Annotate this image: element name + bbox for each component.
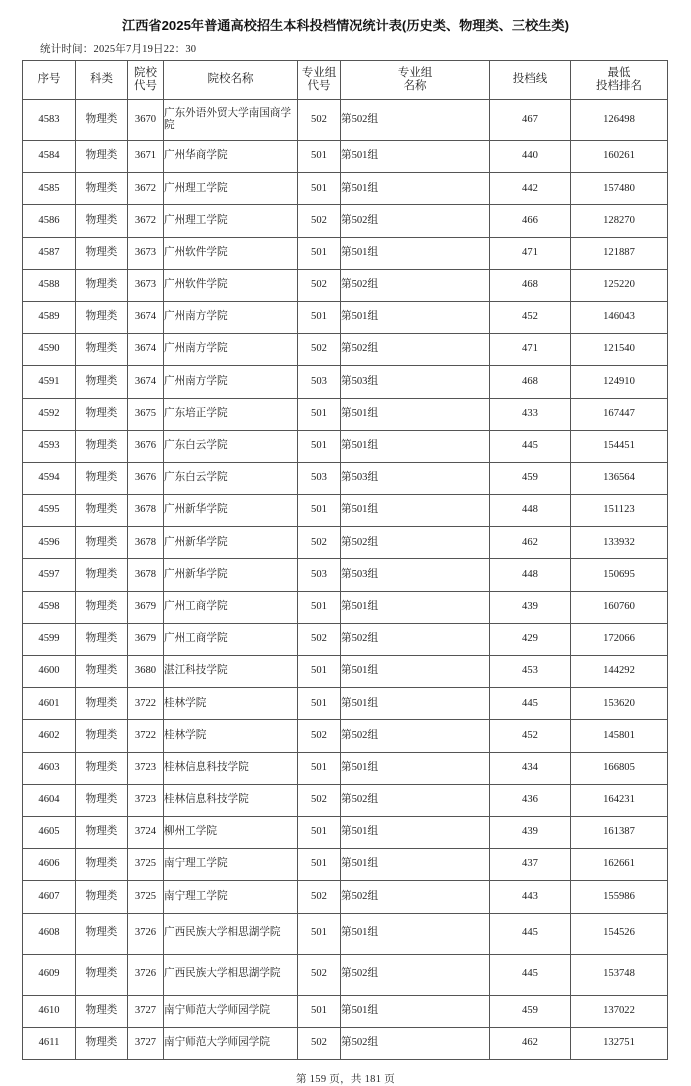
cell-school-name: 广州工商学院 — [164, 623, 298, 655]
cell-school-name: 广西民族大学相思湖学院 — [164, 954, 298, 995]
table-row — [23, 623, 668, 655]
cell-seq: 4604 — [23, 784, 76, 816]
cell-score-line: 452 — [490, 301, 571, 333]
cell-category: 物理类 — [76, 784, 128, 816]
cell-group-name: 第502组 — [341, 881, 490, 913]
cell-school-name: 广州新华学院 — [164, 495, 298, 527]
cell-school-name: 广州南方学院 — [164, 334, 298, 366]
cell-group-code: 501 — [298, 237, 341, 269]
cell-min-rank: 164231 — [571, 784, 668, 816]
cell-group-code: 503 — [298, 559, 341, 591]
cell-group-name: 第502组 — [341, 205, 490, 237]
cell-category: 物理类 — [76, 720, 128, 752]
cell-school-name: 广州理工学院 — [164, 205, 298, 237]
cell-school-code: 3725 — [128, 849, 164, 881]
column-header-group-code-line1: 专业组 — [301, 66, 337, 79]
cell-school-code: 3674 — [128, 301, 164, 333]
cell-seq: 4598 — [23, 591, 76, 623]
cell-category: 物理类 — [76, 816, 128, 848]
cell-group-name: 第502组 — [341, 334, 490, 366]
cell-school-code: 3725 — [128, 881, 164, 913]
cell-min-rank: 121540 — [571, 334, 668, 366]
cell-score-line: 439 — [490, 591, 571, 623]
cell-min-rank: 161387 — [571, 816, 668, 848]
cell-group-code: 502 — [298, 720, 341, 752]
cell-school-code: 3678 — [128, 495, 164, 527]
cell-score-line: 448 — [490, 559, 571, 591]
cell-group-name: 第501组 — [341, 656, 490, 688]
cell-category: 物理类 — [76, 1027, 128, 1059]
cell-school-name: 广州软件学院 — [164, 237, 298, 269]
cell-category: 物理类 — [76, 849, 128, 881]
cell-min-rank: 144292 — [571, 656, 668, 688]
table-row — [23, 269, 668, 301]
cell-group-code: 501 — [298, 849, 341, 881]
column-header-min-rank-line1: 最低 — [607, 66, 631, 79]
cell-group-name: 第501组 — [341, 237, 490, 269]
cell-school-code: 3676 — [128, 430, 164, 462]
cell-score-line: 436 — [490, 784, 571, 816]
cell-school-name: 广州南方学院 — [164, 366, 298, 398]
cell-group-name: 第502组 — [341, 954, 490, 995]
column-header-group-name — [341, 61, 490, 100]
cell-group-code: 502 — [298, 623, 341, 655]
cell-group-name: 第501组 — [341, 430, 490, 462]
table-row — [23, 173, 668, 205]
cell-score-line: 462 — [490, 527, 571, 559]
cell-group-code: 501 — [298, 301, 341, 333]
cell-school-code: 3723 — [128, 784, 164, 816]
cell-school-code: 3674 — [128, 334, 164, 366]
cell-category: 物理类 — [76, 752, 128, 784]
cell-seq: 4583 — [23, 100, 76, 141]
cell-min-rank: 160760 — [571, 591, 668, 623]
cell-group-name: 第501组 — [341, 301, 490, 333]
cell-group-name: 第501组 — [341, 995, 490, 1027]
table-row — [23, 784, 668, 816]
cell-group-code: 502 — [298, 527, 341, 559]
cell-group-code: 502 — [298, 269, 341, 301]
cell-score-line: 429 — [490, 623, 571, 655]
page-footer: 第 159 页，共 181 页 — [296, 1073, 395, 1085]
cell-category: 物理类 — [76, 301, 128, 333]
cell-school-name: 广东培正学院 — [164, 398, 298, 430]
cell-group-code: 501 — [298, 591, 341, 623]
cell-group-code: 501 — [298, 656, 341, 688]
table-row — [23, 752, 668, 784]
cell-group-name: 第502组 — [341, 1027, 490, 1059]
cell-min-rank: 153620 — [571, 688, 668, 720]
cell-seq: 4600 — [23, 656, 76, 688]
cell-group-code: 501 — [298, 752, 341, 784]
cell-score-line: 471 — [490, 334, 571, 366]
cell-score-line: 433 — [490, 398, 571, 430]
cell-school-code: 3674 — [128, 366, 164, 398]
cell-school-name: 广州软件学院 — [164, 269, 298, 301]
cell-group-name: 第501组 — [341, 398, 490, 430]
cell-seq: 4592 — [23, 398, 76, 430]
cell-group-code: 501 — [298, 495, 341, 527]
cell-seq: 4595 — [23, 495, 76, 527]
cell-school-code: 3676 — [128, 462, 164, 494]
cell-score-line: 452 — [490, 720, 571, 752]
cell-score-line: 466 — [490, 205, 571, 237]
column-header-group-name-line2: 名称 — [403, 80, 427, 92]
cell-group-name: 第503组 — [341, 462, 490, 494]
column-header-school-code — [128, 61, 164, 100]
table-row — [23, 100, 668, 141]
admission-table — [22, 60, 668, 1060]
cell-school-name: 广东外语外贸大学南国商学院 — [164, 100, 298, 141]
cell-category: 物理类 — [76, 366, 128, 398]
cell-seq: 4597 — [23, 559, 76, 591]
column-header-school-name: 院校名称 — [164, 61, 298, 100]
cell-min-rank: 125220 — [571, 269, 668, 301]
cell-seq: 4605 — [23, 816, 76, 848]
cell-school-name: 广州新华学院 — [164, 559, 298, 591]
cell-group-name: 第503组 — [341, 366, 490, 398]
table-row — [23, 656, 668, 688]
cell-seq: 4599 — [23, 623, 76, 655]
cell-school-code: 3680 — [128, 656, 164, 688]
cell-seq: 4608 — [23, 913, 76, 954]
column-header-category: 科类 — [76, 61, 128, 100]
cell-school-code: 3726 — [128, 954, 164, 995]
cell-category: 物理类 — [76, 527, 128, 559]
cell-group-name: 第501组 — [341, 141, 490, 173]
cell-school-name: 广东白云学院 — [164, 430, 298, 462]
table-row — [23, 462, 668, 494]
cell-school-name: 广西民族大学相思湖学院 — [164, 913, 298, 954]
cell-category: 物理类 — [76, 430, 128, 462]
cell-score-line: 445 — [490, 913, 571, 954]
cell-category: 物理类 — [76, 495, 128, 527]
cell-group-code: 501 — [298, 398, 341, 430]
cell-score-line: 442 — [490, 173, 571, 205]
column-header-group-name-line1: 专业组 — [397, 66, 433, 79]
admission-table-container — [22, 60, 667, 1060]
cell-category: 物理类 — [76, 173, 128, 205]
cell-min-rank: 160261 — [571, 141, 668, 173]
cell-school-code: 3722 — [128, 720, 164, 752]
cell-school-name: 南宁理工学院 — [164, 849, 298, 881]
cell-category: 物理类 — [76, 623, 128, 655]
table-row — [23, 141, 668, 173]
cell-school-code: 3727 — [128, 1027, 164, 1059]
cell-min-rank: 167447 — [571, 398, 668, 430]
cell-score-line: 468 — [490, 269, 571, 301]
cell-score-line: 448 — [490, 495, 571, 527]
cell-seq: 4594 — [23, 462, 76, 494]
cell-school-name: 桂林信息科技学院 — [164, 784, 298, 816]
cell-min-rank: 137022 — [571, 995, 668, 1027]
cell-group-code: 501 — [298, 995, 341, 1027]
cell-category: 物理类 — [76, 881, 128, 913]
cell-min-rank: 157480 — [571, 173, 668, 205]
column-header-min-rank-line2: 投档排名 — [596, 80, 642, 92]
cell-score-line: 462 — [490, 1027, 571, 1059]
cell-seq: 4610 — [23, 995, 76, 1027]
table-row — [23, 591, 668, 623]
cell-category: 物理类 — [76, 688, 128, 720]
cell-school-code: 3723 — [128, 752, 164, 784]
cell-school-code: 3722 — [128, 688, 164, 720]
cell-seq: 4588 — [23, 269, 76, 301]
column-header-school-code-line1: 院校 — [134, 66, 157, 79]
cell-group-name: 第502组 — [341, 720, 490, 752]
cell-school-name: 广州新华学院 — [164, 527, 298, 559]
cell-seq: 4606 — [23, 849, 76, 881]
cell-min-rank: 150695 — [571, 559, 668, 591]
cell-score-line: 443 — [490, 881, 571, 913]
table-row — [23, 301, 668, 333]
cell-category: 物理类 — [76, 334, 128, 366]
cell-school-name: 广州工商学院 — [164, 591, 298, 623]
cell-min-rank: 121887 — [571, 237, 668, 269]
cell-group-code: 501 — [298, 688, 341, 720]
cell-school-name: 广州理工学院 — [164, 173, 298, 205]
table-row — [23, 366, 668, 398]
table-row — [23, 559, 668, 591]
cell-group-code: 501 — [298, 173, 341, 205]
cell-score-line: 459 — [490, 995, 571, 1027]
cell-group-name: 第501组 — [341, 816, 490, 848]
cell-school-name: 桂林学院 — [164, 720, 298, 752]
cell-score-line: 459 — [490, 462, 571, 494]
column-header-min-rank — [571, 61, 668, 100]
cell-score-line: 467 — [490, 100, 571, 141]
cell-group-name: 第502组 — [341, 527, 490, 559]
cell-seq: 4589 — [23, 301, 76, 333]
cell-school-code: 3672 — [128, 205, 164, 237]
table-row — [23, 913, 668, 954]
cell-group-name: 第503组 — [341, 559, 490, 591]
cell-school-code: 3673 — [128, 237, 164, 269]
cell-group-code: 501 — [298, 430, 341, 462]
cell-school-code: 3670 — [128, 100, 164, 141]
column-header-score-line: 投档线 — [490, 61, 571, 100]
cell-category: 物理类 — [76, 269, 128, 301]
cell-category: 物理类 — [76, 995, 128, 1027]
cell-min-rank: 126498 — [571, 100, 668, 141]
cell-group-code: 502 — [298, 334, 341, 366]
column-header-group-code-line2: 代号 — [307, 80, 331, 92]
cell-seq: 4585 — [23, 173, 76, 205]
column-header-group-code — [298, 61, 341, 100]
cell-school-code: 3671 — [128, 141, 164, 173]
cell-category: 物理类 — [76, 913, 128, 954]
cell-category: 物理类 — [76, 205, 128, 237]
cell-group-code: 502 — [298, 881, 341, 913]
cell-score-line: 445 — [490, 954, 571, 995]
cell-group-name: 第502组 — [341, 623, 490, 655]
cell-score-line: 471 — [490, 237, 571, 269]
table-row — [23, 849, 668, 881]
cell-school-code: 3678 — [128, 527, 164, 559]
table-row — [23, 237, 668, 269]
cell-min-rank: 146043 — [571, 301, 668, 333]
cell-group-code: 503 — [298, 462, 341, 494]
cell-min-rank: 154451 — [571, 430, 668, 462]
cell-min-rank: 132751 — [571, 1027, 668, 1059]
cell-min-rank: 151123 — [571, 495, 668, 527]
cell-group-name: 第502组 — [341, 269, 490, 301]
cell-school-name: 湛江科技学院 — [164, 656, 298, 688]
cell-school-code: 3679 — [128, 591, 164, 623]
cell-score-line: 445 — [490, 430, 571, 462]
cell-group-code: 502 — [298, 205, 341, 237]
cell-category: 物理类 — [76, 656, 128, 688]
cell-group-name: 第501组 — [341, 913, 490, 954]
page-title: 江西省2025年普通高校招生本科投档情况统计表(历史类、物理类、三校生类) — [122, 18, 569, 33]
cell-school-name: 桂林学院 — [164, 688, 298, 720]
cell-min-rank: 124910 — [571, 366, 668, 398]
cell-school-code: 3726 — [128, 913, 164, 954]
cell-min-rank: 154526 — [571, 913, 668, 954]
table-row — [23, 816, 668, 848]
cell-school-code: 3673 — [128, 269, 164, 301]
cell-category: 物理类 — [76, 237, 128, 269]
table-header — [23, 61, 668, 100]
cell-group-code: 502 — [298, 1027, 341, 1059]
cell-group-name: 第501组 — [341, 688, 490, 720]
cell-seq: 4596 — [23, 527, 76, 559]
cell-category: 物理类 — [76, 591, 128, 623]
table-row — [23, 954, 668, 995]
cell-group-code: 502 — [298, 100, 341, 141]
cell-seq: 4586 — [23, 205, 76, 237]
cell-group-code: 501 — [298, 141, 341, 173]
cell-seq: 4593 — [23, 430, 76, 462]
table-row — [23, 334, 668, 366]
cell-group-name: 第501组 — [341, 495, 490, 527]
cell-school-name: 桂林信息科技学院 — [164, 752, 298, 784]
cell-group-code: 503 — [298, 366, 341, 398]
cell-category: 物理类 — [76, 141, 128, 173]
cell-seq: 4601 — [23, 688, 76, 720]
cell-group-name: 第501组 — [341, 591, 490, 623]
cell-school-name: 广州华商学院 — [164, 141, 298, 173]
cell-score-line: 440 — [490, 141, 571, 173]
cell-min-rank: 172066 — [571, 623, 668, 655]
cell-school-code: 3679 — [128, 623, 164, 655]
cell-group-code: 502 — [298, 954, 341, 995]
cell-seq: 4590 — [23, 334, 76, 366]
table-row — [23, 527, 668, 559]
cell-seq: 4602 — [23, 720, 76, 752]
cell-group-name: 第501组 — [341, 849, 490, 881]
table-body — [23, 100, 668, 1060]
cell-min-rank: 128270 — [571, 205, 668, 237]
cell-min-rank: 136564 — [571, 462, 668, 494]
cell-school-code: 3724 — [128, 816, 164, 848]
column-header-school-code-line2: 代号 — [134, 80, 157, 92]
cell-category: 物理类 — [76, 100, 128, 141]
cell-seq: 4584 — [23, 141, 76, 173]
cell-min-rank: 162661 — [571, 849, 668, 881]
table-row — [23, 995, 668, 1027]
cell-category: 物理类 — [76, 462, 128, 494]
table-row — [23, 398, 668, 430]
cell-min-rank: 166805 — [571, 752, 668, 784]
cell-seq: 4591 — [23, 366, 76, 398]
column-header-seq: 序号 — [23, 61, 76, 100]
statistics-time-label: 统计时间：2025年7月19日22：30 — [40, 44, 197, 55]
table-row — [23, 1027, 668, 1059]
cell-category: 物理类 — [76, 398, 128, 430]
cell-group-name: 第501组 — [341, 173, 490, 205]
cell-school-code: 3727 — [128, 995, 164, 1027]
cell-min-rank: 153748 — [571, 954, 668, 995]
table-row — [23, 720, 668, 752]
cell-min-rank: 145801 — [571, 720, 668, 752]
cell-score-line: 439 — [490, 816, 571, 848]
table-row — [23, 881, 668, 913]
cell-school-name: 柳州工学院 — [164, 816, 298, 848]
table-header-row — [23, 61, 668, 100]
cell-school-name: 广东白云学院 — [164, 462, 298, 494]
cell-score-line: 445 — [490, 688, 571, 720]
cell-school-name: 南宁师范大学师园学院 — [164, 1027, 298, 1059]
cell-school-code: 3678 — [128, 559, 164, 591]
cell-seq: 4603 — [23, 752, 76, 784]
table-row — [23, 688, 668, 720]
cell-group-code: 501 — [298, 913, 341, 954]
cell-group-name: 第502组 — [341, 784, 490, 816]
cell-group-name: 第501组 — [341, 752, 490, 784]
cell-seq: 4609 — [23, 954, 76, 995]
table-row — [23, 205, 668, 237]
cell-school-name: 南宁理工学院 — [164, 881, 298, 913]
cell-score-line: 468 — [490, 366, 571, 398]
cell-group-name: 第502组 — [341, 100, 490, 141]
table-row — [23, 430, 668, 462]
cell-category: 物理类 — [76, 559, 128, 591]
cell-score-line: 453 — [490, 656, 571, 688]
cell-seq: 4611 — [23, 1027, 76, 1059]
cell-school-code: 3672 — [128, 173, 164, 205]
cell-seq: 4607 — [23, 881, 76, 913]
cell-min-rank: 155986 — [571, 881, 668, 913]
cell-seq: 4587 — [23, 237, 76, 269]
cell-group-code: 502 — [298, 784, 341, 816]
cell-score-line: 434 — [490, 752, 571, 784]
table-row — [23, 495, 668, 527]
cell-school-name: 广州南方学院 — [164, 301, 298, 333]
cell-school-code: 3675 — [128, 398, 164, 430]
cell-min-rank: 133932 — [571, 527, 668, 559]
cell-category: 物理类 — [76, 954, 128, 995]
cell-group-code: 501 — [298, 816, 341, 848]
cell-score-line: 437 — [490, 849, 571, 881]
cell-school-name: 南宁师范大学师园学院 — [164, 995, 298, 1027]
